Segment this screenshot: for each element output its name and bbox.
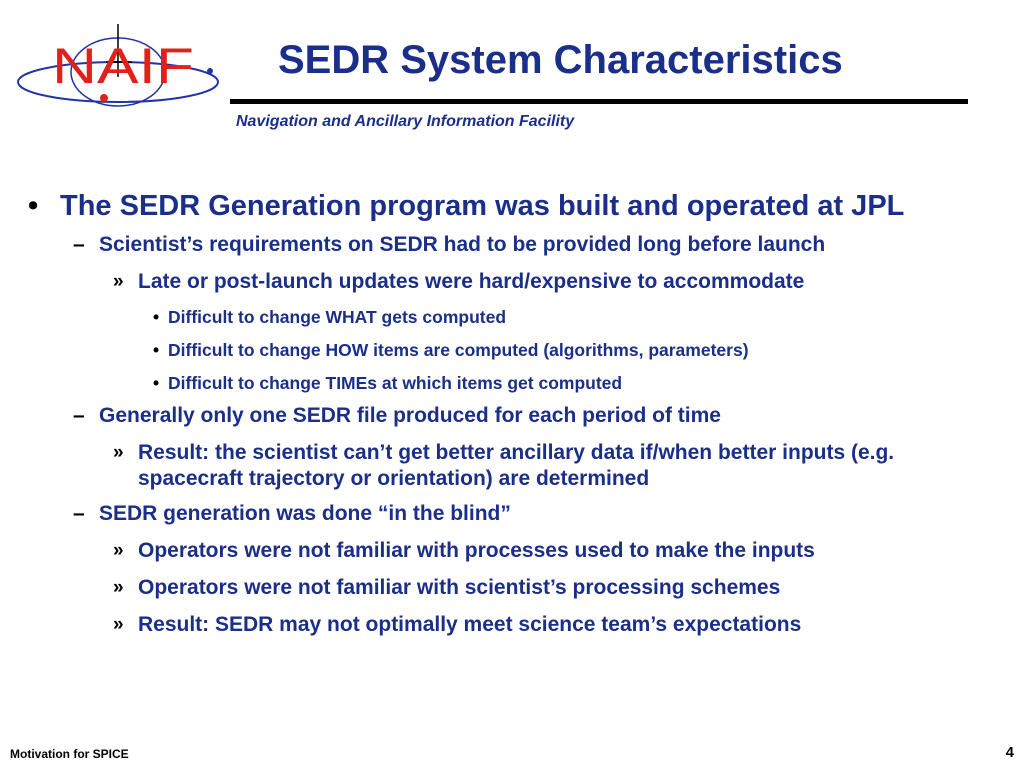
bullet-item bbox=[28, 501, 1003, 527]
bullet-text: Result: the scientist can’t get better ancillary data if/when better inputs (e.g. spacecraft trajectory or orientation) are determined bbox=[138, 441, 895, 490]
bullet-item bbox=[28, 232, 1003, 258]
bullet-marker: » bbox=[113, 577, 124, 598]
footer-label: Motivation for SPICE bbox=[10, 747, 129, 761]
bullet-text: Difficult to change HOW items are computed (algorithms, parameters) bbox=[168, 340, 749, 360]
bullet-item bbox=[28, 372, 1003, 394]
bullet-text: Operators were not familiar with scientist’s processing schemes bbox=[138, 576, 781, 599]
bullet-text: Operators were not familiar with processes used to make the inputs bbox=[138, 539, 815, 562]
bullet-marker: • bbox=[153, 340, 160, 360]
bullet-marker: • bbox=[28, 190, 39, 222]
bullet-text: Generally only one SEDR file produced for each period of time bbox=[99, 404, 721, 427]
bullet-text: Difficult to change TIMEs at which items get computed bbox=[168, 373, 623, 393]
bullet-text: SEDR generation was done “in the blind” bbox=[99, 502, 511, 525]
naif-logo bbox=[14, 22, 229, 112]
bullet-marker: • bbox=[153, 373, 160, 393]
title-rule bbox=[230, 99, 968, 104]
bullet-text: The SEDR Generation program was built and operated at JPL bbox=[60, 190, 905, 222]
bullet-marker: – bbox=[73, 404, 85, 427]
bullet-list bbox=[28, 190, 1003, 638]
bullet-item bbox=[28, 575, 1003, 601]
bullet-item bbox=[28, 612, 1003, 638]
bullet-item bbox=[28, 339, 1003, 361]
bullet-item bbox=[28, 190, 1003, 223]
bullet-marker: • bbox=[153, 307, 160, 327]
bullet-item bbox=[28, 269, 1003, 295]
logo-text: NAIF bbox=[52, 38, 194, 94]
bullet-item bbox=[28, 538, 1003, 564]
bullet-marker: – bbox=[73, 233, 85, 256]
bullet-text: Result: SEDR may not optimally meet science team’s expectations bbox=[138, 613, 802, 636]
logo-blue-dot bbox=[207, 68, 213, 74]
bullet-marker: » bbox=[113, 540, 124, 561]
bullet-marker: – bbox=[73, 502, 85, 525]
slide-title: SEDR System Characteristics bbox=[278, 38, 843, 82]
bullet-item bbox=[28, 306, 1003, 328]
bullet-text: Difficult to change WHAT gets computed bbox=[168, 307, 507, 327]
bullet-marker: » bbox=[113, 271, 124, 292]
bullet-marker: » bbox=[113, 442, 124, 463]
slide-subtitle: Navigation and Ancillary Information Facility bbox=[236, 113, 575, 130]
bullet-marker: » bbox=[113, 614, 124, 635]
bullet-text: Scientist’s requirements on SEDR had to be provided long before launch bbox=[99, 233, 826, 256]
logo-red-dot bbox=[100, 94, 108, 102]
page-number: 4 bbox=[1005, 744, 1014, 761]
bullet-text: Late or post-launch updates were hard/expensive to accommodate bbox=[138, 270, 805, 293]
bullet-item bbox=[28, 440, 1003, 492]
bullet-item bbox=[28, 403, 1003, 429]
